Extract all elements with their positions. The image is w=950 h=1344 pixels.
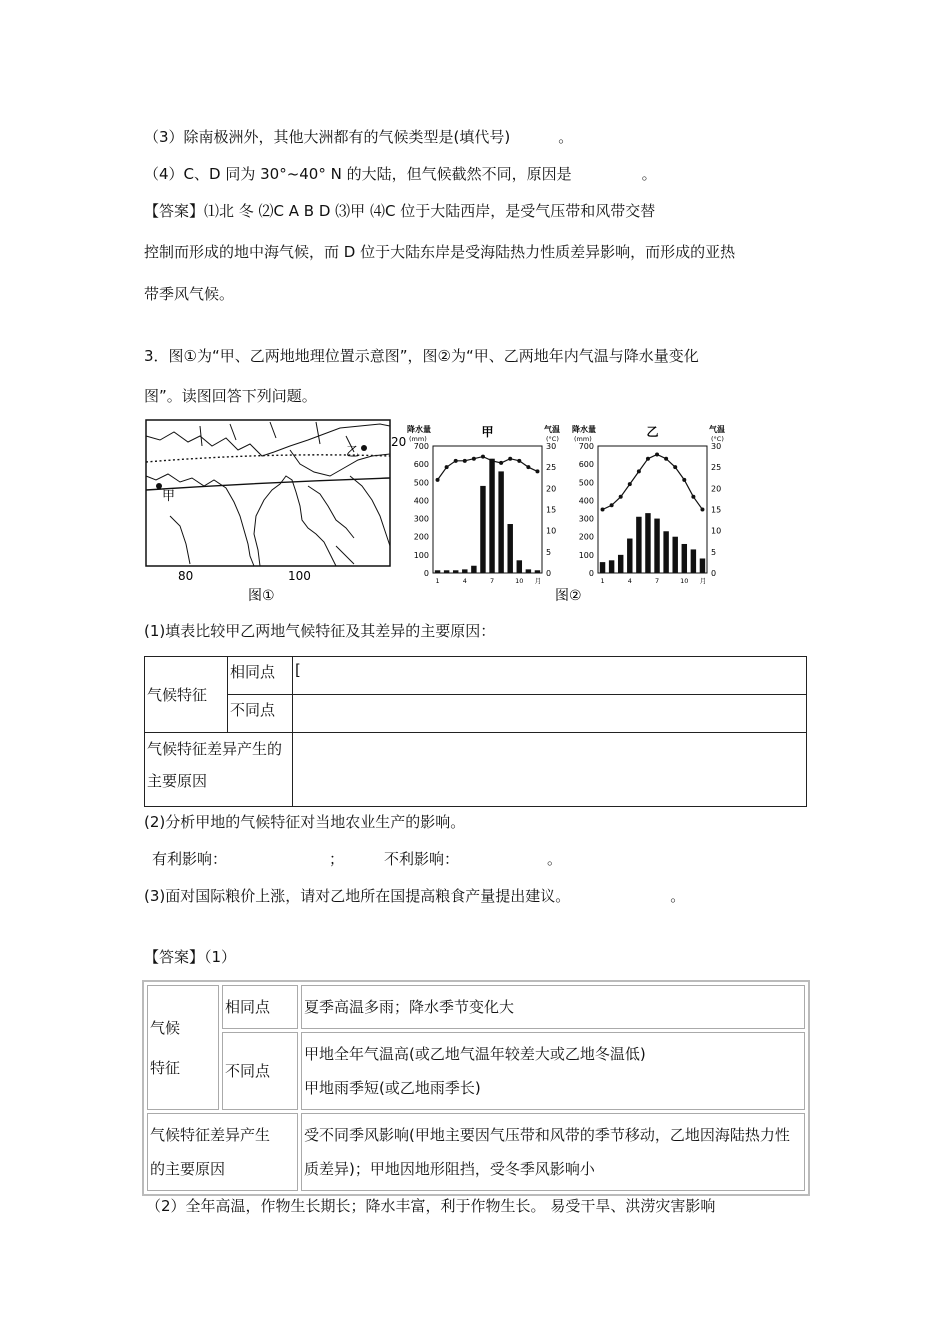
chart2-precip-bar (672, 537, 677, 573)
chart1-ylabel-right: 气温 (544, 425, 560, 434)
chart2-temp-point (673, 465, 677, 469)
chart2-temp-point (682, 478, 686, 482)
q3-part2: (2)分析甲地的气候特征对当地农业生产的影响。 (144, 813, 466, 831)
chart1-temp-point (454, 459, 458, 463)
chart2-temp-point (628, 482, 632, 486)
answer-table (142, 980, 810, 1196)
chart1-temp-line (438, 457, 538, 480)
location-map (140, 416, 410, 606)
chart1-precip-bar (471, 566, 476, 573)
map-frame (146, 420, 390, 566)
q2-answer-line3: 带季风气候。 (144, 285, 235, 303)
chart1-precip-bar (435, 570, 440, 573)
chart2-precip-bar (627, 539, 632, 573)
chart2-temp-point (646, 457, 650, 461)
ans-cell-same-val: 夏季高温多雨；降水季节变化大 (301, 985, 805, 1029)
chart1-ytick-right: 30 (546, 442, 557, 451)
chart1-ytick-left: 500 (413, 478, 429, 488)
ans-cell-feature: 气候 特征 (147, 985, 219, 1110)
chart2-temp-point (655, 452, 659, 456)
ans-cell-reason-val: 受不同季风影响(甲地主要因气压带和风带的季节移动，乙地因海陆热力性质差异)；甲地因地形阻挡，受冬季风影响小 (301, 1113, 805, 1191)
label-lon-100: 100 (288, 569, 311, 583)
q3-part3: (3)面对国际粮价上涨，请对乙地所在国提高粮食产量提出建议。 。 (144, 887, 686, 905)
chart1-ytick-right: 10 (546, 526, 557, 536)
chart2-precip-bar (663, 531, 668, 573)
chart1-title: 甲 (481, 425, 494, 439)
chart1-ytick-right: 25 (546, 463, 557, 473)
chart2-precip-bar (618, 555, 623, 573)
chart2-xtick: 4 (627, 577, 632, 585)
chart1-temp-point (481, 455, 485, 459)
chart2-ytick-right: 15 (711, 505, 722, 515)
chart1-temp-point (472, 457, 476, 461)
chart2-ytick-right: 25 (711, 463, 722, 473)
label-yi: 乙 (346, 445, 360, 460)
chart1-ylabel-left-unit: (mm) (409, 435, 427, 443)
chart2-title: 乙 (646, 425, 659, 439)
q3-part1: (1)填表比较甲乙两地气候特征及其差异的主要原因： (144, 622, 496, 640)
q2-answer-line1: 【答案】⑴北 冬 ⑵C A B D ⑶甲 ⑷C 位于大陆西岸，是受气压带和风带交替 (144, 202, 656, 220)
chart2-temp-point (691, 495, 695, 499)
chart1-precip-bar (444, 570, 449, 573)
chart2-ytick-left: 600 (578, 460, 594, 470)
chart1-xtick: 7 (489, 577, 495, 585)
chart1-temp-point (490, 459, 494, 463)
chart1-ytick-right: 15 (546, 505, 557, 515)
chart1-precip-bar (517, 560, 522, 573)
chart1-precip-bar (489, 459, 494, 573)
chart1-ytick-left: 400 (413, 496, 429, 506)
chart2-ylabel-right-unit: (°C) (711, 435, 724, 443)
chart2-precip-bar (682, 544, 687, 573)
cell-same: 相同点 (228, 657, 293, 695)
chart2-temp-point (700, 508, 704, 512)
q2-answer-line2: 控制而形成的地中海气候，而 D 位于大陆东岸是受海陆热力性质差异影响，而形成的亚热 (144, 243, 736, 261)
chart2-precip-bar (691, 549, 696, 573)
chart2-ylabel-right: 气温 (709, 425, 725, 434)
chart2-ytick-right: 30 (711, 442, 722, 451)
chart2-temp-point (619, 495, 623, 499)
ans-cell-diff-val: 甲地全年气温高(或乙地气温年较差大或乙地冬温低) 甲地雨季短(或乙地雨季长) (301, 1032, 805, 1110)
chart1-precip-bar (507, 524, 512, 573)
chart1-temp-point (526, 465, 530, 469)
chart1-ytick-left: 200 (413, 532, 429, 542)
chart2-precip-bar (700, 558, 705, 573)
q3-part2-blanks: 有利影响： ； 不利影响： 。 (152, 850, 563, 868)
q2-part3: （3）除南极洲外，其他大洲都有的气候类型是(填代号) 。 (144, 128, 574, 146)
chart2-precip-bar (645, 513, 650, 573)
chart2-ytick-right: 20 (711, 484, 722, 494)
cell-reason-answer[interactable] (293, 733, 807, 807)
chart2-precip-bar (636, 517, 641, 573)
ans-cell-diff: 不同点 (222, 1032, 298, 1110)
chart2-ylabel-left-unit: (mm) (574, 435, 592, 443)
chart2-precip-bar (600, 562, 605, 573)
chart2-ytick-right: 0 (711, 569, 717, 578)
chart1-ytick-left: 600 (413, 460, 429, 470)
chart1-ytick-left: 100 (413, 550, 429, 560)
chart1-ylabel-left: 降水量 (407, 425, 431, 434)
label-jia: 甲 (162, 489, 176, 504)
ans-cell-reason: 气候特征差异产生 的主要原因 (147, 1113, 298, 1191)
chart1-temp-point (499, 461, 503, 465)
chart2-ylabel-left: 降水量 (572, 425, 596, 434)
cell-diff: 不同点 (228, 695, 293, 733)
chart1-temp-point (508, 457, 512, 461)
chart2-xtick: 10 (680, 577, 689, 585)
chart1-temp-point (535, 469, 539, 473)
chart1-ytick-left: 0 (423, 569, 429, 578)
chart2-ytick-left: 200 (578, 532, 594, 542)
point-yi (361, 445, 367, 451)
map-caption: 图① (248, 588, 275, 604)
chart1-ytick-right: 20 (546, 484, 557, 494)
q3-answer-part2: （2）全年高温，作物生长期长；降水丰富，利于作物生长。 易受干旱、洪涝灾害影响 (146, 1197, 716, 1215)
chart1-ylabel-right-unit: (°C) (546, 435, 559, 443)
chart2-xtick: 月 (699, 577, 707, 585)
chart2-ytick-left: 400 (578, 496, 594, 506)
chart1-xtick: 10 (515, 577, 524, 585)
chart1-temp-point (463, 459, 467, 463)
q3-answer-heading: 【答案】（1） (144, 948, 237, 966)
cell-feature: 气候特征 (145, 657, 228, 733)
chart1-temp-point (517, 459, 521, 463)
chart2-ytick-left: 0 (588, 569, 594, 578)
chart2-xtick: 7 (654, 577, 660, 585)
chart1-precip-bar (480, 486, 485, 573)
chart1-precip-bar (462, 569, 467, 573)
chart1-temp-point (445, 465, 449, 469)
chart2-ytick-right: 5 (711, 547, 717, 557)
chart1-precip-bar (453, 570, 458, 573)
chart1-ytick-right: 0 (546, 569, 552, 578)
climate-charts (405, 418, 730, 606)
q2-part4: （4）C、D 同为 30°~40° N 的大陆，但气候截然不同，原因是 。 (144, 165, 657, 183)
chart1-temp-point (436, 478, 440, 482)
chart1-ytick-right: 5 (546, 547, 552, 557)
chart2-ytick-left: 100 (578, 550, 594, 560)
cell-same-answer[interactable]: [ (293, 657, 807, 695)
chart2-ytick-left: 700 (578, 442, 594, 451)
chart1-ytick-left: 300 (413, 514, 429, 524)
label-lon-80: 80 (178, 569, 194, 583)
chart1-ytick-left: 700 (413, 442, 429, 451)
charts-caption: 图② (555, 588, 582, 604)
chart2-temp-point (664, 457, 668, 461)
chart2-precip-bar (654, 519, 659, 573)
chart2-ytick-left: 500 (578, 478, 594, 488)
chart1-precip-bar (526, 569, 531, 573)
chart2-temp-line (603, 454, 703, 509)
chart2-temp-point (610, 503, 614, 507)
ans-cell-same: 相同点 (222, 985, 298, 1029)
chart1-xtick: 月 (534, 577, 542, 585)
chart1-precip-bar (535, 570, 540, 573)
chart2-xtick: 1 (600, 577, 605, 585)
chart1-precip-bar (498, 471, 503, 573)
label-lat-20: 20 (391, 435, 407, 449)
q3-stem-line2: 图”。读图回答下列问题。 (144, 387, 317, 405)
q3-fill-table (144, 656, 807, 807)
chart2-precip-bar (609, 560, 614, 573)
chart1-xtick: 4 (462, 577, 467, 585)
chart1-xtick: 1 (435, 577, 440, 585)
chart2-temp-point (637, 469, 641, 473)
cell-reason: 气候特征差异产生的主要原因 (145, 733, 293, 807)
q3-stem-line1: 3．图①为“甲、乙两地地理位置示意图”，图②为“甲、乙两地年内气温与降水量变化 (144, 347, 699, 365)
chart2-temp-point (601, 508, 605, 512)
chart2-ytick-left: 300 (578, 514, 594, 524)
chart2-ytick-right: 10 (711, 526, 722, 536)
cell-diff-answer[interactable] (293, 695, 807, 733)
